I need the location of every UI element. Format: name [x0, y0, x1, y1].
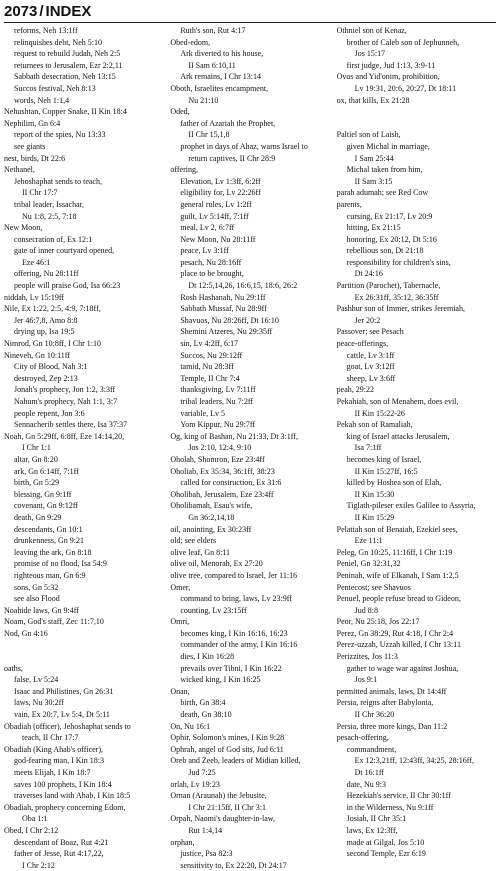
index-entry: see giants [14, 141, 46, 151]
index-entry: Perez, Gn 38:29, Rut 4:18, I Chr 2:4 [336, 628, 454, 638]
index-entry: leaving the ark, Gn 8:18 [14, 547, 92, 557]
index-entry: Obadiah (King Ahab's officer), [4, 744, 104, 754]
index-entry: Obadiah (officer), Jehoshaphat sends to [4, 721, 131, 731]
index-entry: II Sam 6:10,11 [188, 60, 236, 70]
index-entry: Isa 7:1ff [354, 443, 382, 453]
index-entry: I Sam 25:44 [354, 153, 394, 163]
index-entry: I Chr 1:1 [22, 443, 51, 453]
index-entry: II Kin 15:27ff, 16:5 [354, 466, 418, 476]
index-entry: dies, I Kin 16:28 [180, 652, 235, 662]
page-header [4, 1, 496, 21]
index-entry: tamid, Nu 28:3ff [180, 362, 234, 372]
index-entry: Pekahiah, son of Menahem, does evil, [336, 397, 459, 406]
index-entry: Dt 16:1ff [354, 768, 385, 777]
index-entry: descendant of Boaz, Rut 4:21 [14, 837, 109, 847]
index-entry: date, Nu 9:3 [346, 779, 386, 789]
index-entry: Succos, Nu 29:12ff [180, 350, 243, 360]
index-entry: Nu 21:10 [188, 95, 219, 105]
index-entry: hitting, Ex 21:15 [346, 223, 401, 233]
index-entry: olive oil, Menorah, Ex 27:20 [170, 559, 263, 569]
index-entry: justice, Psa 82:3 [180, 849, 233, 859]
index-entry: Passover; see Pesach [336, 327, 404, 337]
index-entry: goat, Lv 3:12ff [346, 362, 395, 372]
index-entry: Omer, [170, 582, 191, 592]
index-entry: drying up, Isa 19:5 [14, 327, 75, 337]
index-entry: birth, Gn 5:29 [14, 478, 60, 488]
index-entry: niddah, Lv 15:19ff [4, 292, 65, 302]
index-entry: consecration of, Ex 12:1 [14, 234, 93, 244]
index-entry: Noahide laws, Gn 9:4ff [4, 605, 79, 615]
index-entry: Jos 15:17 [354, 49, 386, 59]
index-entry: false, Lv 5:24 [14, 675, 59, 685]
index-entry: becomes king, I Kin 16:16, 16:23 [180, 628, 288, 638]
index-entry: Obadiah, prophecy concerning Edom, [4, 802, 126, 812]
index-entry: II Chr 15,1,8 [188, 130, 230, 140]
index-entry: peace-offerings, [336, 339, 389, 349]
index-entry: in the Wilderness, Nu 9:1ff [346, 802, 434, 812]
index-entry: Nu 1:8, 2:5, 7:18 [22, 211, 77, 221]
index-entry: promise of no flood, Isa 54:9 [14, 559, 107, 569]
index-entry: return captives, II Chr 28:9 [188, 153, 276, 163]
index-entry: Nethanel, [4, 165, 35, 175]
index-entry: Pekah son of Ramaliah, [336, 420, 413, 430]
index-entry: pesach, Nu 28:16ff [180, 257, 242, 267]
index-entry: Onan, [170, 686, 190, 696]
index-entry: oil, anointing, Ex 30:23ff [170, 524, 252, 534]
index-entry: Othniel son of Kenaz, [336, 26, 407, 35]
index-column-3 [336, 25, 496, 859]
index-entry: prophet in days of Ahaz, warns Israel to [180, 141, 308, 151]
index-entry: Ophrah, angel of God sits, Jud 6:11 [170, 744, 284, 754]
index-entry: peace, Lv 3:1ff [180, 246, 229, 256]
index-entry: Hezekiah's service, II Chr 30:1ff [346, 791, 451, 801]
index-entry: laws, Nu 30:2ff [14, 698, 64, 708]
index-entry: Obed-edom, [170, 37, 211, 47]
index-entry: Gn 36:2,14,18 [188, 512, 235, 522]
index-entry: meal, Lv 2, 6:7ff [180, 223, 235, 233]
index-entry: parah adumah; see Red Cow [336, 188, 429, 198]
page-title: INDEX [45, 2, 92, 20]
index-entry: called for construction, Ex 31:6 [180, 478, 282, 488]
index-entry: Ark diverted to his house, [180, 49, 264, 59]
index-entry: Penuel, people refuse bread to Gideon, [336, 594, 461, 604]
index-entry: Isaac and Philistines, Gn 26:31 [14, 686, 114, 696]
index-entry: teach, II Chr 17:7 [22, 733, 79, 743]
index-entry: place to be brought, [180, 269, 244, 279]
index-entry: tribal leaders, Nu 7:2ff [180, 397, 254, 406]
index-entry: Ophir, Solomon's mines, I Kin 9:28 [170, 733, 285, 743]
index-entry: command to bring, laws, Lv 23:9ff [180, 594, 292, 604]
index-entry: becomes king of Israel, [346, 454, 422, 464]
index-entry: offering, [170, 165, 198, 175]
section-gap [337, 106, 496, 118]
index-entry: Elevation, Lv 1:3ff, 6:2ff [180, 176, 261, 186]
index-entry: gather to wage war against Joshua, [346, 663, 459, 673]
index-entry: given Michal in marriage, [346, 141, 430, 151]
index-entry: Lv 19:31, 20:6, 20:27, Dt 18:11 [354, 83, 457, 93]
index-entry: relinquishes debt, Neh 5:10 [14, 37, 102, 47]
index-entry: Michal taken from him, [346, 165, 423, 175]
index-entry: people will praise God, Isa 66:23 [14, 281, 121, 291]
index-entry: Rut 1:4,14 [188, 825, 223, 835]
index-entry: Tiglath-pileser exiles Galilee to Assyria, [346, 501, 476, 511]
index-entry: thanksgiving, Lv 7:11ff [180, 385, 256, 395]
section-gap [4, 639, 163, 651]
index-entry: Ruth's son, Rut 4:17 [180, 26, 246, 35]
index-entry: descendants, Gn 10:1 [14, 524, 83, 534]
index-entry: New Moon, Nu 28:11ff [180, 234, 256, 244]
index-entry: Oholah, Shomron, Eze 23:4ff [170, 454, 265, 464]
index-entry: report of the spies, Nu 13:33 [14, 130, 106, 140]
index-entry: pesach-offering, [336, 733, 389, 743]
index-entry: returnees to Jerusalem, Ezr 2:2,11 [14, 60, 123, 70]
index-entry: Partition (Parochet), Tabernacle, [336, 281, 441, 291]
index-entry: Jer 46:7,8, Amo 8:8 [14, 315, 78, 325]
index-entry: general rules, Lv 1:2ff [180, 199, 252, 209]
index-entry: drunkenness, Gn 9:21 [14, 536, 84, 546]
index-entry: II Kin 15:29 [354, 512, 395, 522]
index-entry: responsibility for children's sins, [346, 257, 451, 267]
index-entry: ark, Gn 6:14ff, 7:1ff [14, 466, 79, 476]
index-entry: Temple, II Chr 7:4 [180, 373, 240, 383]
index-entry: reforms, Neh 13:1ff [14, 26, 78, 35]
index-entry: commander of the army, I Kin 16:16 [180, 640, 298, 650]
index-entry: parents, [336, 199, 362, 209]
index-entry: Dt 12:5,14,26, 16:6,15, 18:6, 26:2 [188, 281, 298, 291]
index-entry: Jud 7:25 [188, 768, 216, 777]
index-entry: righteous man, Gn 6:9 [14, 570, 86, 580]
index-entry: words, Neh 1:1,4 [14, 95, 70, 105]
index-entry: covenant, Gn 9:12ff [14, 501, 79, 511]
index-entry: Shemini Atzeres, Nu 29:35ff [180, 327, 273, 337]
index-entry: olive leaf, Gn 8:11 [170, 547, 231, 557]
index-entry: sheep, Lv 3:6ff [346, 373, 396, 383]
index-entry: Peleg, Gn 10:25, 11:16ff, I Chr 1:19 [336, 547, 453, 557]
page-number: 2073 [4, 2, 38, 20]
index-entry: destroyed, Zep 2:13 [14, 373, 78, 383]
index-entry: Nimrod, Gn 10:8ff, I Chr 1:10 [4, 339, 101, 349]
index-entry: Ovos and Yid'onim, prohibition, [336, 72, 440, 82]
index-entry: Ex 12:3,21ff, 12:43ff, 34:25, 28:16ff, [354, 756, 474, 766]
index-entry: peah, 29:22 [336, 385, 374, 395]
index-entry: father of Jesse, Rut 4:17,22, [14, 849, 104, 859]
index-entry: Sabbath desecration, Neh 13:15 [14, 72, 116, 82]
index-entry: prevails over Tibni, I Kin 16:22 [180, 663, 282, 673]
index-entry: guilt, Lv 5:14ff, 7:1ff [180, 211, 249, 221]
index-entry: City of Blood, Nah 3:1 [14, 362, 88, 372]
index-entry: Sennacherib settles there, Isa 37:37 [14, 420, 128, 430]
index-entry: death, Gn 38:10 [180, 710, 232, 720]
index-entry: Peninah, wife of Elkanah, I Sam 1:2,5 [336, 570, 459, 580]
index-entry: rebellious son, Dt 21:18 [346, 246, 424, 256]
index-entry: Oreb and Zeeb, leaders of Midian killed, [170, 756, 301, 766]
index-entry: Ornan (Araunah) the Jebusite, [170, 791, 267, 801]
index-entry: Noah, Gn 5:29ff, 6:8ff, Eze 14:14,20, [4, 431, 125, 441]
index-entry: commandment, [346, 744, 397, 754]
index-entry: second Temple, Ezr 6:19 [346, 849, 426, 859]
index-entry: Nile, Ex 1:22, 2:5, 4:9, 7:18ff, [4, 304, 101, 314]
index-entry: ox, that kills, Ex 21:28 [336, 95, 410, 105]
index-entry: Oboth, Israelites encampment, [170, 83, 269, 93]
index-entry: Paltiel son of Laish, [336, 130, 401, 140]
index-entry: meets Elijah, I Kin 18:7 [14, 768, 91, 777]
index-entry: Rosh Hashanah, Nu 29:1ff [180, 292, 266, 302]
index-entry: Sabbath Mussaf, Nu 28:9ff [180, 304, 267, 314]
index-entry: sensitivity to, Ex 22:20, Dt 24:17 [180, 860, 287, 870]
index-entry: Obed, I Chr 2:12 [4, 825, 59, 835]
index-entry: Jonah's prophecy, Jon 1:2, 3:3ff [14, 385, 116, 395]
index-entry: oaths, [4, 663, 23, 673]
index-entry: Peniel, Gn 32:31,32 [336, 559, 401, 569]
header-rule [4, 22, 496, 23]
index-entry: Oba 1:1 [22, 814, 48, 824]
index-entry: Nehushtan, Copper Snake, II Kin 18:4 [4, 107, 127, 117]
index-entry: gate of inner courtyard opened, [14, 246, 115, 256]
index-entry: god-fearing man, I Kin 18:3 [14, 756, 104, 766]
index-entry: brother of Caleb son of Jephunneh, [346, 37, 460, 47]
index-entry: Jos 9:1 [354, 675, 378, 685]
index-entry: Nahum's prophecy, Nah 1:1, 3:7 [14, 397, 118, 406]
index-entry: II Chr 17:7 [22, 188, 58, 198]
index-entry: blessing, Gn 9:1ff [14, 489, 72, 499]
index-entry: birth, Gn 38:4 [180, 698, 226, 708]
index-entry: Nineveh, Gn 10:11ff [4, 350, 70, 360]
index-entry: laws, Ex 12:3ff, [346, 825, 398, 835]
index-entry: Pentecost; see Shavuos [336, 582, 411, 592]
index-entry: people repent, Jon 3:6 [14, 408, 85, 418]
index-entry: Pashhur son of Immer, strikes Jeremiah, [336, 304, 465, 314]
index-entry: Persia, three more kings, Dan 11:2 [336, 721, 448, 731]
index-entry: Dt 24:16 [354, 269, 383, 279]
index-entry: On, Nu 16:1 [170, 721, 211, 731]
index-entry: made at Gilgal, Jos 5:10 [346, 837, 425, 847]
index-entry: Josiah, II Chr 35:1 [346, 814, 407, 824]
index-entry: Succos festival, Neh 8:13 [14, 83, 96, 93]
index-entry: Pelatiah son of Benaiah, Ezekiel sees, [336, 524, 458, 534]
index-entry: Eze 11:1 [354, 536, 383, 546]
index-entry: sin, Lv 4:2ff, 6:17 [180, 339, 239, 349]
index-entry: II Kin 15:30 [354, 489, 395, 499]
index-entry: permitted animals, laws, Dt 14:4ff [336, 686, 447, 696]
index-entry: Jehoshaphat sends to teach, [14, 176, 102, 186]
header-separator: / [39, 2, 44, 20]
index-entry: death, Gn 9:29 [14, 512, 62, 522]
index-entry: Ark remains, I Chr 13:14 [180, 72, 261, 82]
index-entry: Eze 46:1 [22, 257, 51, 267]
index-column-1 [4, 25, 163, 870]
index-entry: orlah, Lv 19:23 [170, 779, 220, 789]
section-gap [337, 118, 496, 130]
index-entry: nest, birds, Dt 22:6 [4, 153, 66, 163]
index-entry: vain, Ex 20:7, Lv 5:4, Dt 5:11 [14, 710, 110, 720]
index-entry: New Moon, [4, 223, 43, 233]
index-entry: Jud 8:8 [354, 605, 378, 615]
index-entry: Orpah, Naomi's daughter-in-law, [170, 814, 276, 824]
index-entry: I Chr 2:12 [22, 860, 55, 870]
index-entry: orphan, [170, 837, 195, 847]
index-entry: Oholiab, Ex 35:34, 36:1ff, 38:23 [170, 466, 275, 476]
index-entry: Persia, reigns after Babylonia, [336, 698, 434, 708]
index-entry: II Sam 3:15 [354, 176, 393, 186]
index-entry: cursing, Ex 21:17, Lv 20:9 [346, 211, 433, 221]
index-entry: II Kin 15:22-26 [354, 408, 405, 418]
index-entry: Noam, God's staff, Zec 11:7,10 [4, 617, 104, 627]
index-entry: Omri, [170, 617, 190, 627]
index-entry: Ex 26:31ff, 35:12, 36:35ff [354, 292, 439, 302]
index-entry: see also Flood [14, 594, 60, 604]
index-entry: Peor, Nu 25:18, Jos 22:17 [336, 617, 420, 627]
index-entry: altar, Gn 8:20 [14, 454, 58, 464]
index-entry: request to rebuild Judah, Neh 2:5 [14, 49, 121, 59]
index-entry: Jer 20:2 [354, 315, 381, 325]
index-entry: II Chr 36:20 [354, 710, 395, 720]
index-entry: first judge, Jud 1:13, 3:9-11 [346, 60, 436, 70]
index-entry: wicked king, I Kin 16:25 [180, 675, 261, 685]
index-entry: olive tree, compared to Israel, Jer 11:16 [170, 570, 298, 580]
index-entry: king of Israel attacks Jerusalem, [346, 431, 450, 441]
index-entry: killed by Hoshea son of Elah, [346, 478, 442, 488]
index-entry: eligibility for, Lv 22:26ff [180, 188, 261, 198]
index-entry: Nod, Gn 4:16 [4, 628, 48, 638]
section-gap [4, 651, 163, 663]
index-entry: tribal leader, Issachar, [14, 199, 84, 209]
index-entry: Yom Kippur, Nu 29:7ff [180, 420, 256, 430]
index-entry: variable, Lv 5 [180, 408, 225, 418]
index-entry: father of Azariah the Prophet, [180, 118, 276, 128]
index-entry: offering, Nu 28:11ff [14, 269, 79, 279]
index-entry: sons, Gn 5:32 [14, 582, 59, 592]
index-entry: Oholibah, Jerusalem, Eze 23:4ff [170, 489, 274, 499]
index-entry: Nephilim, Gn 6:4 [4, 118, 61, 128]
index-entry: I Chr 21:15ff, II Chr 3:1 [188, 802, 266, 812]
index-entry: Jos 2:10, 12:4, 9:10 [188, 443, 252, 453]
index-entry: Perez-uzzah, Uzzah killed, I Chr 13:11 [336, 640, 461, 650]
index-entry: traverses land with Ahab, I Kin 18:5 [14, 791, 131, 801]
index-entry: Shavuos, Nu 28:26ff, Dt 16:10 [180, 315, 279, 325]
index-column-2 [170, 25, 329, 870]
index-entry: Perizzites, Jos 11:3 [336, 652, 398, 662]
index-entry: saves 100 prophets, I Kin 18:4 [14, 779, 112, 789]
index-entry: honoring, Ex 20:12, Dt 5:16 [346, 234, 437, 244]
index-entry: Oded, [170, 107, 190, 117]
index-entry: Oholibamah, Esau's wife, [170, 501, 253, 511]
index-entry: cattle, Lv 3:1ff [346, 350, 395, 360]
index-entry: counting, Lv 23:15ff [180, 605, 247, 615]
index-columns [4, 25, 496, 870]
index-entry: Og, king of Bashan, Nu 21:33, Dt 3:1ff, [170, 431, 298, 441]
index-entry: old; see elders [170, 536, 217, 546]
